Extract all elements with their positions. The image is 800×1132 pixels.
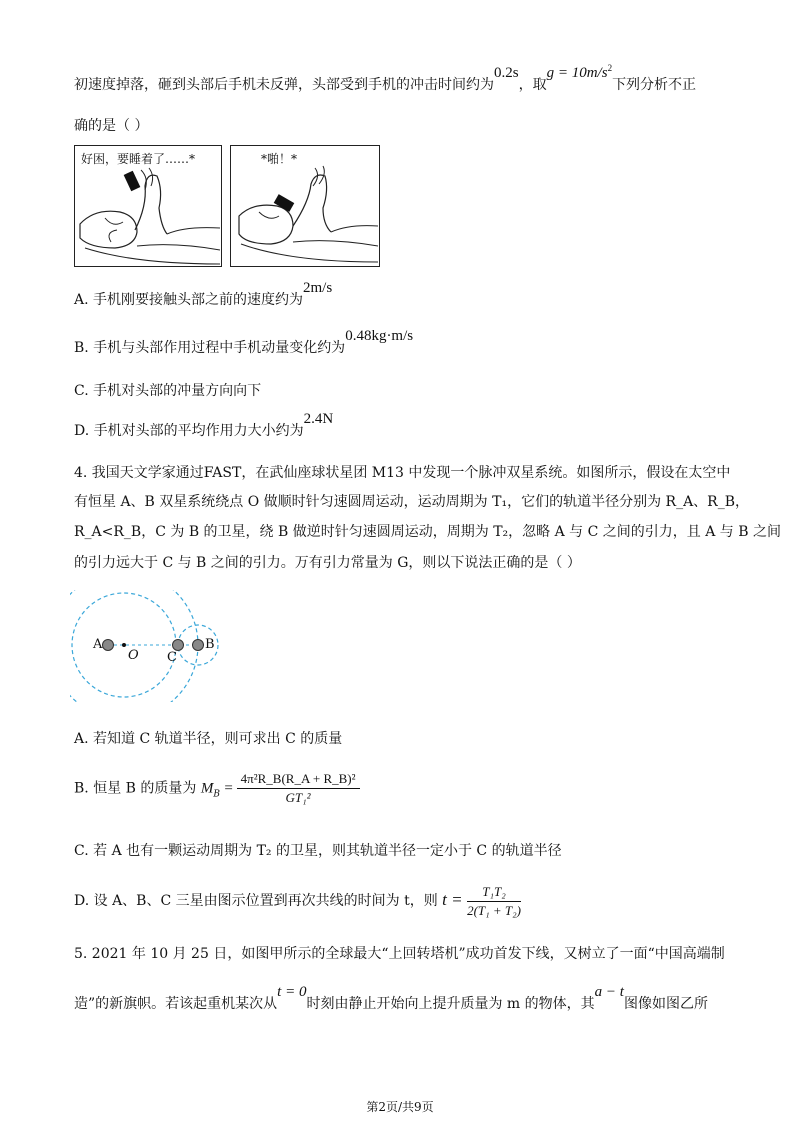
satellite-C <box>173 640 184 651</box>
q4-option-d-text: D. 设 A、B、C 三星由图示位置到再次共线的时间为 t，则 <box>74 893 438 909</box>
mass-formula-fraction <box>237 770 360 807</box>
q3-option-d-text: D. 手机对头部的平均作用力大小约为 <box>74 423 304 439</box>
q4-option-a: A. 若知道 C 轨道半径，则可求出 C 的质量 <box>74 731 343 747</box>
center-O <box>122 643 126 647</box>
time-formula-fraction <box>467 883 521 920</box>
time-formula-numerator: T₁T₂ <box>467 883 521 902</box>
mass-subscript: B <box>213 789 220 800</box>
page-footer: 第2页/共9页 <box>366 1100 434 1114</box>
q3-option-b <box>74 328 414 358</box>
q4-option-b-text: B. 恒星 B 的质量为 <box>74 780 197 797</box>
star-A <box>103 640 114 651</box>
q5-text-b: 时刻由静止开始向上提升质量为 m 的物体，其 <box>306 996 595 1012</box>
q4-stem-line-2: 有恒星 A、B 双星系统绕点 O 做顺时针匀速圆周运动，运动周期为 T₁，它们的轨道半径分别为 R_A、R_B， <box>74 494 750 510</box>
q4-option-c: C. 若 A 也有一颗运动周期为 T₂ 的卫星，则其轨道半径一定小于 C 的轨道半径 <box>74 843 562 859</box>
a-t-graph-label: a − t <box>594 984 624 1000</box>
q3-option-a-text: A. 手机刚要接触头部之前的速度约为 <box>74 292 304 308</box>
time-symbol: t = <box>442 890 463 909</box>
label-A: A <box>93 637 103 652</box>
q5-text-c: 图像如图乙所 <box>623 996 708 1012</box>
q3-option-a <box>74 280 333 310</box>
mass-formula-numerator: 4π²R_B(R_A + R_B)² <box>237 770 360 789</box>
q3-option-b-value: 0.48kg·m/s <box>345 328 414 344</box>
q4-stem-line-1: 4. 我国天文学家通过FAST，在武仙座球状星团 M13 中发现一个脉冲双星系统。如图所示，假设在太空中 <box>74 465 731 481</box>
comic-left-caption: 好困，要睡着了……* <box>81 152 196 166</box>
q3-intro-line-2: 确的是（ ） <box>74 118 149 134</box>
q3-intro-text-b: ，取 <box>518 77 547 93</box>
label-O: O <box>128 648 139 663</box>
q3-option-d-value: 2.4N <box>303 411 334 427</box>
q3-option-b-text: B. 手机与头部作用过程中手机动量变化约为 <box>74 340 346 356</box>
g-exponent: 2 <box>607 63 613 73</box>
q5-stem-line-2 <box>74 984 708 1014</box>
q3-option-d <box>74 411 334 441</box>
q3-intro-line-1 <box>74 63 697 95</box>
mass-symbol: M <box>200 780 214 797</box>
comic-panel-left <box>74 145 222 267</box>
time-formula-denominator: 2(T₁ + T₂) <box>467 902 522 918</box>
q4-stem-line-3: R_A<R_B，C 为 B 的卫星，绕 B 做逆时针匀速圆周运动，周期为 T₂，忽略 A 与 C 之间的引力，且 A 与 B 之间 <box>74 524 781 540</box>
q4-stem-line-4: 的引力远大于 C 与 B 之间的引力。万有引力常量为 G，则以下说法正确的是（ ） <box>74 555 581 571</box>
comic-right-caption: *啪！* <box>261 152 298 166</box>
mass-formula-denominator: GT₁² <box>285 790 311 805</box>
q3-option-c: C. 手机对头部的冲量方向向下 <box>74 383 262 399</box>
impact-time: 0.2s <box>494 65 519 81</box>
phone-drop-illustration <box>231 146 379 266</box>
q5-text-a: 造”的新旗帜。若该起重机某次从 <box>74 996 278 1012</box>
t-zero: t = 0 <box>277 984 307 1000</box>
q3-option-a-value: 2m/s <box>303 280 333 296</box>
q3-intro-text-c: 下列分析不正 <box>612 77 697 93</box>
q3-intro-text: 初速度掉落，砸到头部后手机未反弹，头部受到手机的冲击时间约为 <box>74 77 494 93</box>
comic-panel-right <box>230 145 380 267</box>
label-B: B <box>205 637 215 652</box>
q4-option-d <box>74 882 521 920</box>
sleeping-person-illustration <box>75 146 221 266</box>
label-C: C <box>167 650 177 665</box>
q5-stem-line-1: 5. 2021 年 10 月 25 日，如图甲所示的全球最大“上回转塔机”成功首发下线，又树立了一面“中国高端制 <box>74 946 725 962</box>
q4-option-b: B. 恒星 B 的质量为 $M_B$ = $\frac{\text{4π²R\_B(R\_A + R\_B)²}}{\text{GT₁²}}$ <box>74 770 360 812</box>
g-expression: g = 10m/s <box>546 65 608 81</box>
star-B <box>193 640 204 651</box>
